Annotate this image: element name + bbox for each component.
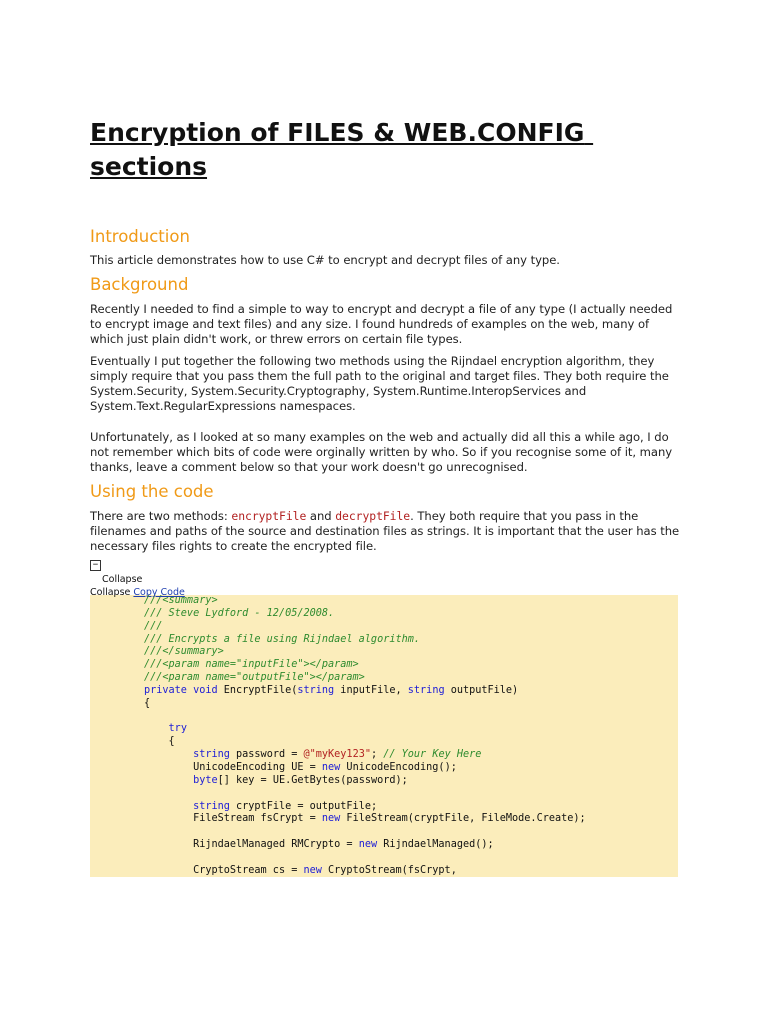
code-token: /// [144,620,163,632]
code-token: FileStream(cryptFile, FileMode.Create); [340,813,586,825]
article [90,116,680,877]
code-token: new [321,813,341,825]
collapse-minus-icon[interactable]: − [90,560,101,571]
introduction-heading: Introduction [90,227,190,246]
code-token: cryptFile = outputFile; [229,800,378,812]
code-token: outputFile) [444,684,519,696]
code-token: byte [193,774,218,786]
background-paragraph-2: Eventually I put together the following two methods using the Rijndael encryption algorithm, they simply require that you pass them the full path to the original and target files. They both require the System.Security, System.Security.Cryptography, System.Runtime.InteropServices and System.Text.RegularExpressions namespaces. [90,354,669,413]
code-line [144,775,408,786]
code-block-toolbar [90,560,680,598]
code-line [144,813,586,824]
code-token: UnicodeEncoding(); [340,761,457,773]
code-line [144,723,187,734]
code-token: { [144,697,151,709]
code-token: new [321,761,341,773]
using-code-text-before: There are two methods: [90,509,232,523]
method-name-encrypt: encryptFile [231,509,307,523]
code-token: ///<param name="outputFile"></param> [144,672,365,684]
code-token: try [168,723,187,735]
code-line [144,621,162,632]
code-line [144,634,420,645]
code-line [144,749,481,760]
code-token: string [193,749,230,761]
code-token: // Your Key Here [383,749,482,761]
code-line [144,865,457,876]
copy-code-link[interactable]: Copy Code [133,587,185,598]
code-token: private [144,684,187,696]
introduction-text: This article demonstrates how to use C# to encrypt and decrypt files of any type. [90,253,560,267]
code-line [144,736,175,747]
code-listing [90,595,678,877]
code-line [144,646,224,657]
using-the-code-text [90,509,680,554]
using-code-text-and: and [306,509,336,523]
code-token: FileStream fsCrypt = [193,813,322,825]
code-token: ///</summary> [144,646,224,658]
code-token: CryptoStream(fsCrypt, [321,864,457,876]
code-token: new [358,839,378,851]
collapse-link[interactable]: Collapse [102,574,143,585]
collapse-link-2[interactable]: Collapse [90,587,131,598]
code-token: RijndaelManaged(); [377,839,494,851]
using-code-text-after: . They both require that you pass in the filenames and paths of the source and destination files as strings. It is important that the user has the necessary files rights to create the encrypted file. [90,509,680,553]
code-block [90,595,678,877]
code-token: CryptoStream cs = [193,864,304,876]
code-token: EncryptFile( [217,684,298,696]
code-token: void [193,684,218,696]
method-name-decrypt: decryptFile [335,509,411,523]
code-token: { [168,736,175,748]
code-token: /// Encrypts a file using Rijndael algorithm. [144,633,421,645]
code-line [144,685,518,696]
code-token: ///<summary> [144,595,218,606]
code-line [144,801,377,812]
code-token: password = [229,749,304,761]
collapse-copy-row [90,587,185,598]
code-token: string [193,800,230,812]
code-token: ///<param name="inputFile"></param> [144,659,359,671]
using-the-code-heading: Using the code [90,482,214,501]
background-paragraph-1: Recently I needed to find a simple to way to encrypt and decrypt a file of any type (I actually needed to encrypt image and text files) and any size. I found hundreds of examples on the web, many of which just plain didn't work, or threw errors on certain file types. [90,302,673,346]
code-token: inputFile, [334,684,408,696]
code-token: new [303,864,322,876]
code-token: ; [370,749,384,761]
code-token: string [407,684,445,696]
background-heading: Background [90,275,189,294]
code-line [144,672,365,683]
code-token: @"myKey123" [303,749,371,761]
code-token: [] key = UE.GetBytes(password); [217,774,408,786]
code-token: string [297,684,335,696]
code-line [144,659,359,670]
code-line [144,839,494,850]
page-title: Encryption of FILES & WEB.CONFIG sections [90,118,594,181]
code-token: UnicodeEncoding UE = [193,761,322,773]
code-token: RijndaelManaged RMCrypto = [193,839,359,851]
code-line [144,608,334,619]
code-line [144,762,457,773]
code-token: /// Steve Lydford - 12/05/2008. [144,607,335,619]
background-paragraph-3: Unfortunately, as I looked at so many examples on the web and actually did all this a while ago, I do not remember which bits of code were orginally written by who. So if you recognise some of it, many thanks, leave a comment below so that your work doesn't go unrecognised. [90,430,673,474]
code-line [144,698,150,709]
